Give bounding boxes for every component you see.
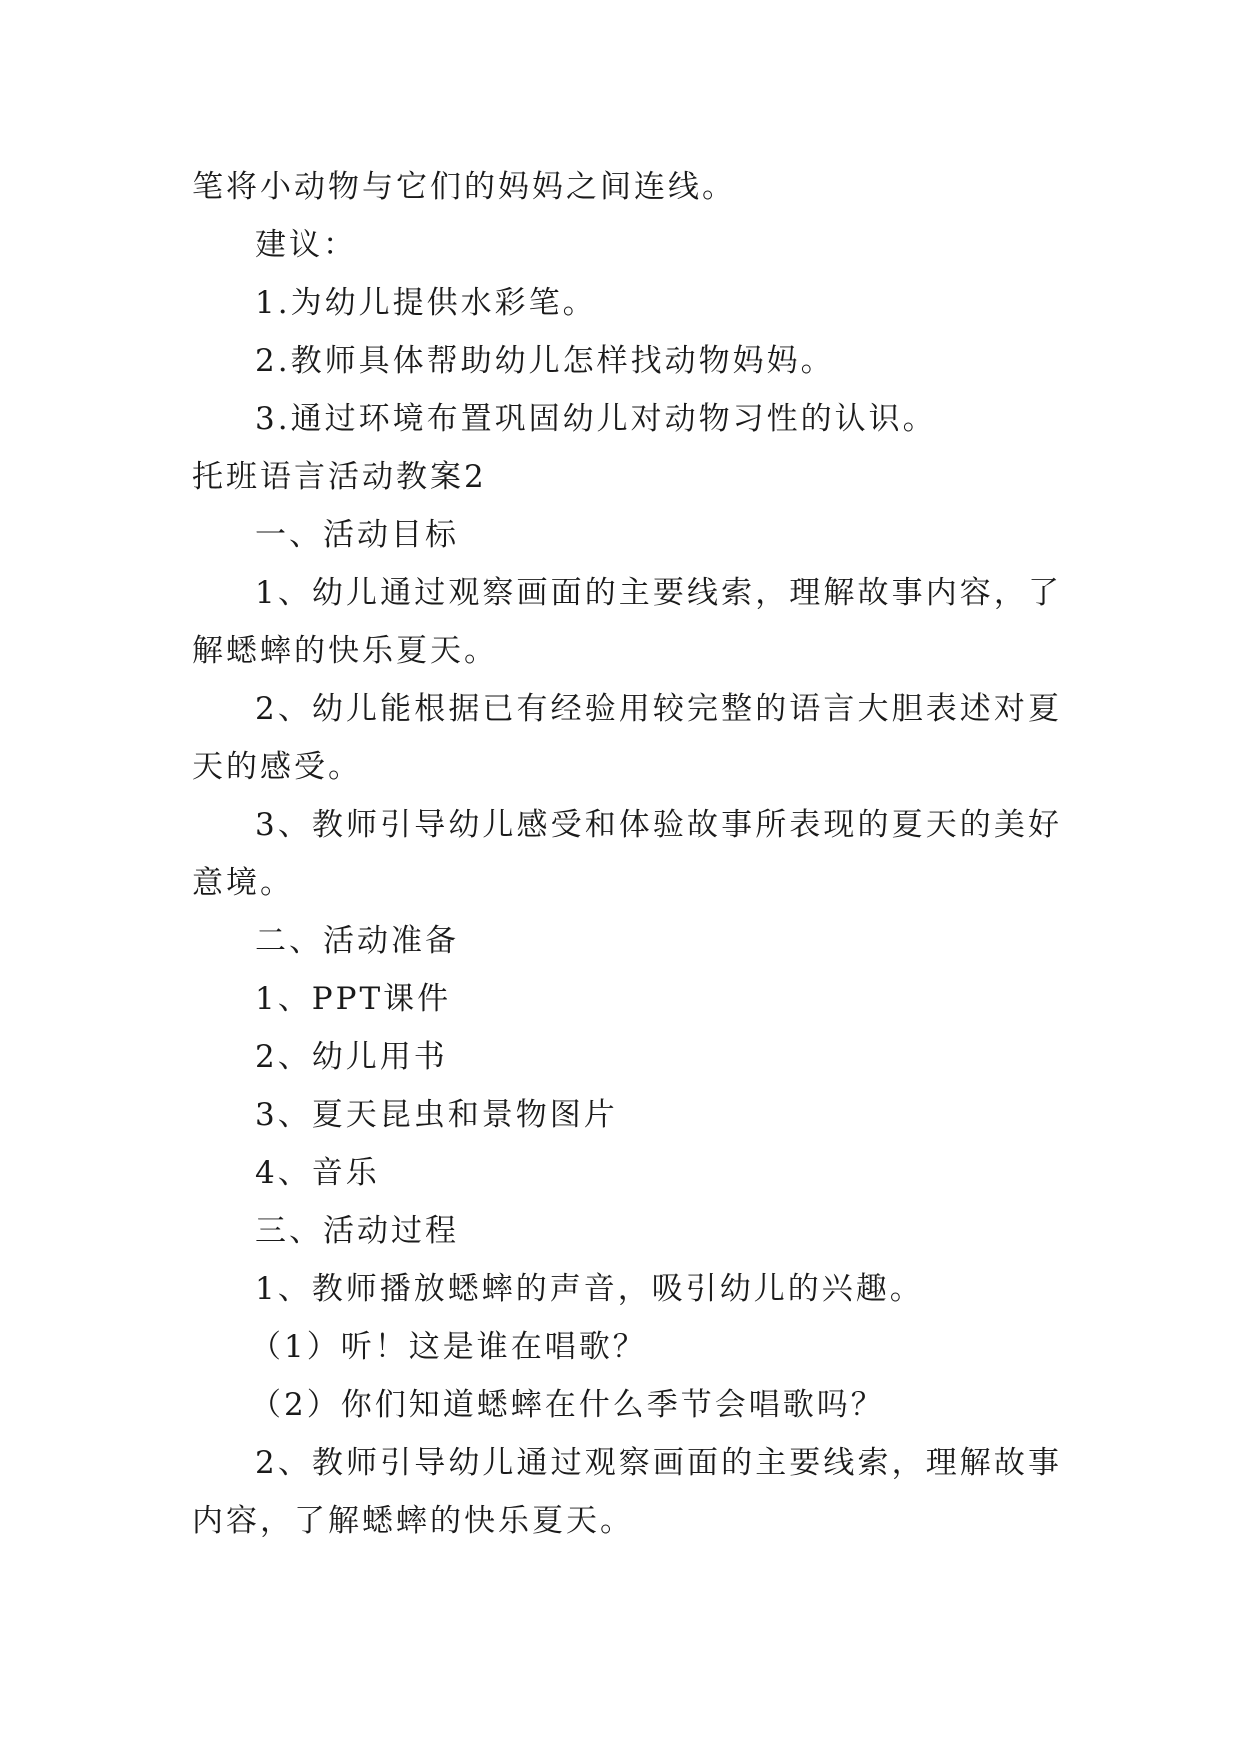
section-heading: 一、活动目标 <box>255 517 459 553</box>
paragraph-line: 2、幼儿能根据已有经验用较完整的语言大胆表述对夏 <box>255 691 1062 727</box>
document-body <box>192 158 1062 1550</box>
list-item: 4、音乐 <box>255 1155 380 1191</box>
paragraph-line: 1、幼儿通过观察画面的主要线索，理解故事内容，了 <box>255 575 1062 611</box>
section-heading: 二、活动准备 <box>255 923 459 959</box>
paragraph-line: 意境。 <box>192 865 294 901</box>
paragraph-line: 建议： <box>255 227 357 263</box>
paragraph-line: 内容，了解蟋蟀的快乐夏天。 <box>192 1503 634 1539</box>
list-item: 2.教师具体帮助幼儿怎样找动物妈妈。 <box>255 343 835 379</box>
paragraph-line: 3、教师引导幼儿感受和体验故事所表现的夏天的美好 <box>255 807 1062 843</box>
list-item: 3.通过环境布置巩固幼儿对动物习性的认识。 <box>255 401 937 437</box>
section-heading: 三、活动过程 <box>255 1213 459 1249</box>
paragraph-line: 1、教师播放蟋蟀的声音，吸引幼儿的兴趣。 <box>255 1271 924 1307</box>
paragraph-line: 2、教师引导幼儿通过观察画面的主要线索，理解故事 <box>255 1445 1062 1481</box>
paragraph-line: 解蟋蟀的快乐夏天。 <box>192 633 498 669</box>
section-title: 托班语言活动教案2 <box>192 459 487 495</box>
list-item: 1、PPT课件 <box>255 981 452 1017</box>
list-item: 3、夏天昆虫和景物图片 <box>255 1097 618 1133</box>
sub-item: （1）听！这是谁在唱歌？ <box>250 1329 647 1365</box>
list-item: 2、幼儿用书 <box>255 1039 448 1075</box>
sub-item: （2）你们知道蟋蟀在什么季节会唱歌吗？ <box>250 1387 885 1423</box>
list-item: 1.为幼儿提供水彩笔。 <box>255 285 597 321</box>
paragraph-line: 笔将小动物与它们的妈妈之间连线。 <box>192 169 736 205</box>
paragraph-line: 天的感受。 <box>192 749 362 785</box>
